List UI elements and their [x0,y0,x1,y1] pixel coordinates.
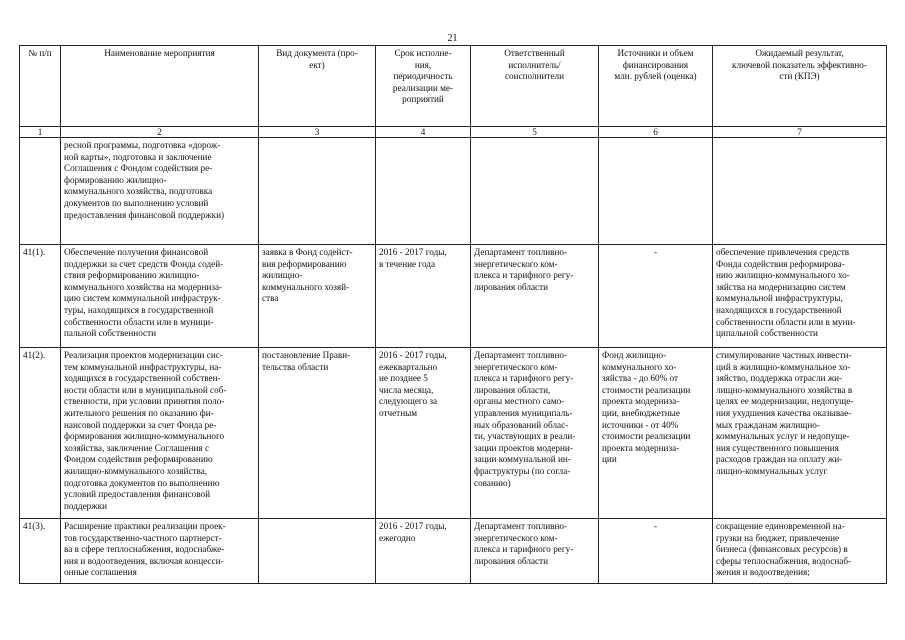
row-name: Обеспечение получения финансовой поддержки за счет средств Фонда содей- ствия реформированию жилищно- коммунального хозяйства на модерниза- цию систем коммунальной инфраструк- туры, находящихся в государственной собственности области или в муници- пальной собственности [61,245,259,348]
page-number: 21 [447,33,458,44]
header-result: Ожидаемый результат, ключевой показатель эффективно- сти (КПЭ) [713,46,887,127]
row-term: 2016 - 2017 годы, ежеквартально не позднее 5 числа месяца, следующего за отчетным [376,348,471,519]
row-responsible: Департамент топливно- энергетического ком- плекса и тарифного регу- лирования области [471,519,599,584]
column-number: 4 [376,127,471,138]
row-num: 41(1). [20,245,61,348]
header-term: Срок исполне- ния, периодичность реализации ме- роприятий [376,46,471,127]
row-num [20,138,61,245]
header-doc: Вид документа (про- ект) [259,46,376,127]
row-result: стимулирование частных инвести- ций в жилищно-коммунальное хо- зяйство, поддержка отрасли жи- лищно-коммунального хозяйства в целях ее модернизации, недопуще- ния ухудшения качества оказывае- мых гражданам жилищно- коммунальных услуг и недопуще- ния существенного повышения расходов граждан на оплату жи- лищно-коммунальных услуг [713,348,887,519]
row-term: 2016 - 2017 годы, ежегодно [376,519,471,584]
row-doc: заявка в Фонд содейст- вия реформированию жилищно- коммунального хозяй- ства [259,245,376,348]
header-funding: Источники и объем финансирования млн. рублей (оценка) [599,46,713,127]
row-responsible [471,138,599,245]
row-doc [259,519,376,584]
column-number: 6 [599,127,713,138]
action-plan-table [19,45,887,584]
row-name: Реализация проектов модернизации сис- тем коммунальной инфраструктуры, на- ходящихся в государственной собствен- ности области или в муниципальной соб- ственности, при условии принятия поло- жительного решения по оказанию фи- нансовой поддержки за счет Фонда ре- формирования жилищно-коммунального хозяйства, заключение Соглашения с Фондом содействия реформированию жилищно-коммунального хозяйства, подготовка документов по выполнению условий предоставления финансовой поддержки [61,348,259,519]
row-term: 2016 - 2017 годы, в течение года [376,245,471,348]
table-row [20,348,887,519]
row-result: сокращение единовременной на- грузки на бюджет, привлечение бизнеса (финансовых ресурсов) в сферы теплоснабжения, водоснаб- жения и водоотведения; [713,519,887,584]
column-number: 2 [61,127,259,138]
row-responsible: Департамент топливно- энергетического ком- плекса и тарифного регу- лирования области [471,245,599,348]
row-funding: Фонд жилищно- коммунального хо- зяйства - до 60% от стоимости реализации проекта модерниза- ции, внебюджетные источники - от 40% стоимости реализации проекта модерниза- ции [599,348,713,519]
row-funding: - [599,519,713,584]
row-responsible: Департамент топливно- энергетического ком- плекса и тарифного регу- лирования области, органы местного само- управления муниципаль- ных образований облас- ти, участвующих в реали- зации проектов модерни- зации коммунальной ин- фраструктуры (по согла- сованию) [471,348,599,519]
row-doc [259,138,376,245]
column-number: 1 [20,127,61,138]
row-funding: - [599,245,713,348]
row-funding [599,138,713,245]
row-result [713,138,887,245]
row-num: 41(3). [20,519,61,584]
table-row [20,519,887,584]
table-header-row [20,46,887,127]
table-row [20,138,887,245]
row-num: 41(2). [20,348,61,519]
header-num: № п/п [20,46,61,127]
row-term [376,138,471,245]
column-number: 3 [259,127,376,138]
row-doc: постановление Прави- тельства области [259,348,376,519]
row-result: обеспечение привлечения средств Фонда содействия реформирова- нию жилищно-коммунального хо- зяйства на модернизацию систем коммунальной инфраструктуры, находящихся в государственной собственности области или в муни- ципальной собственности [713,245,887,348]
row-name: Расширение практики реализации проек- тов государственно-частного партнерст- ва в сфере теплоснабжения, водоснабже- ния и водоотведения, включая концесси- онные соглашения [61,519,259,584]
column-number: 7 [713,127,887,138]
header-name: Наименование мероприятия [61,46,259,127]
row-name: ресной программы, подготовка «дорож- ной карты», подготовка и заключение Соглашения с Фондом содействия ре- формированию жилищно- коммунального хозяйства, подготовка документов по выполнению условий предоставления финансовой поддержки) [61,138,259,245]
header-responsible: Ответственный исполнитель/ соисполнители [471,46,599,127]
column-number-row [20,127,887,138]
table-row [20,245,887,348]
column-number: 5 [471,127,599,138]
